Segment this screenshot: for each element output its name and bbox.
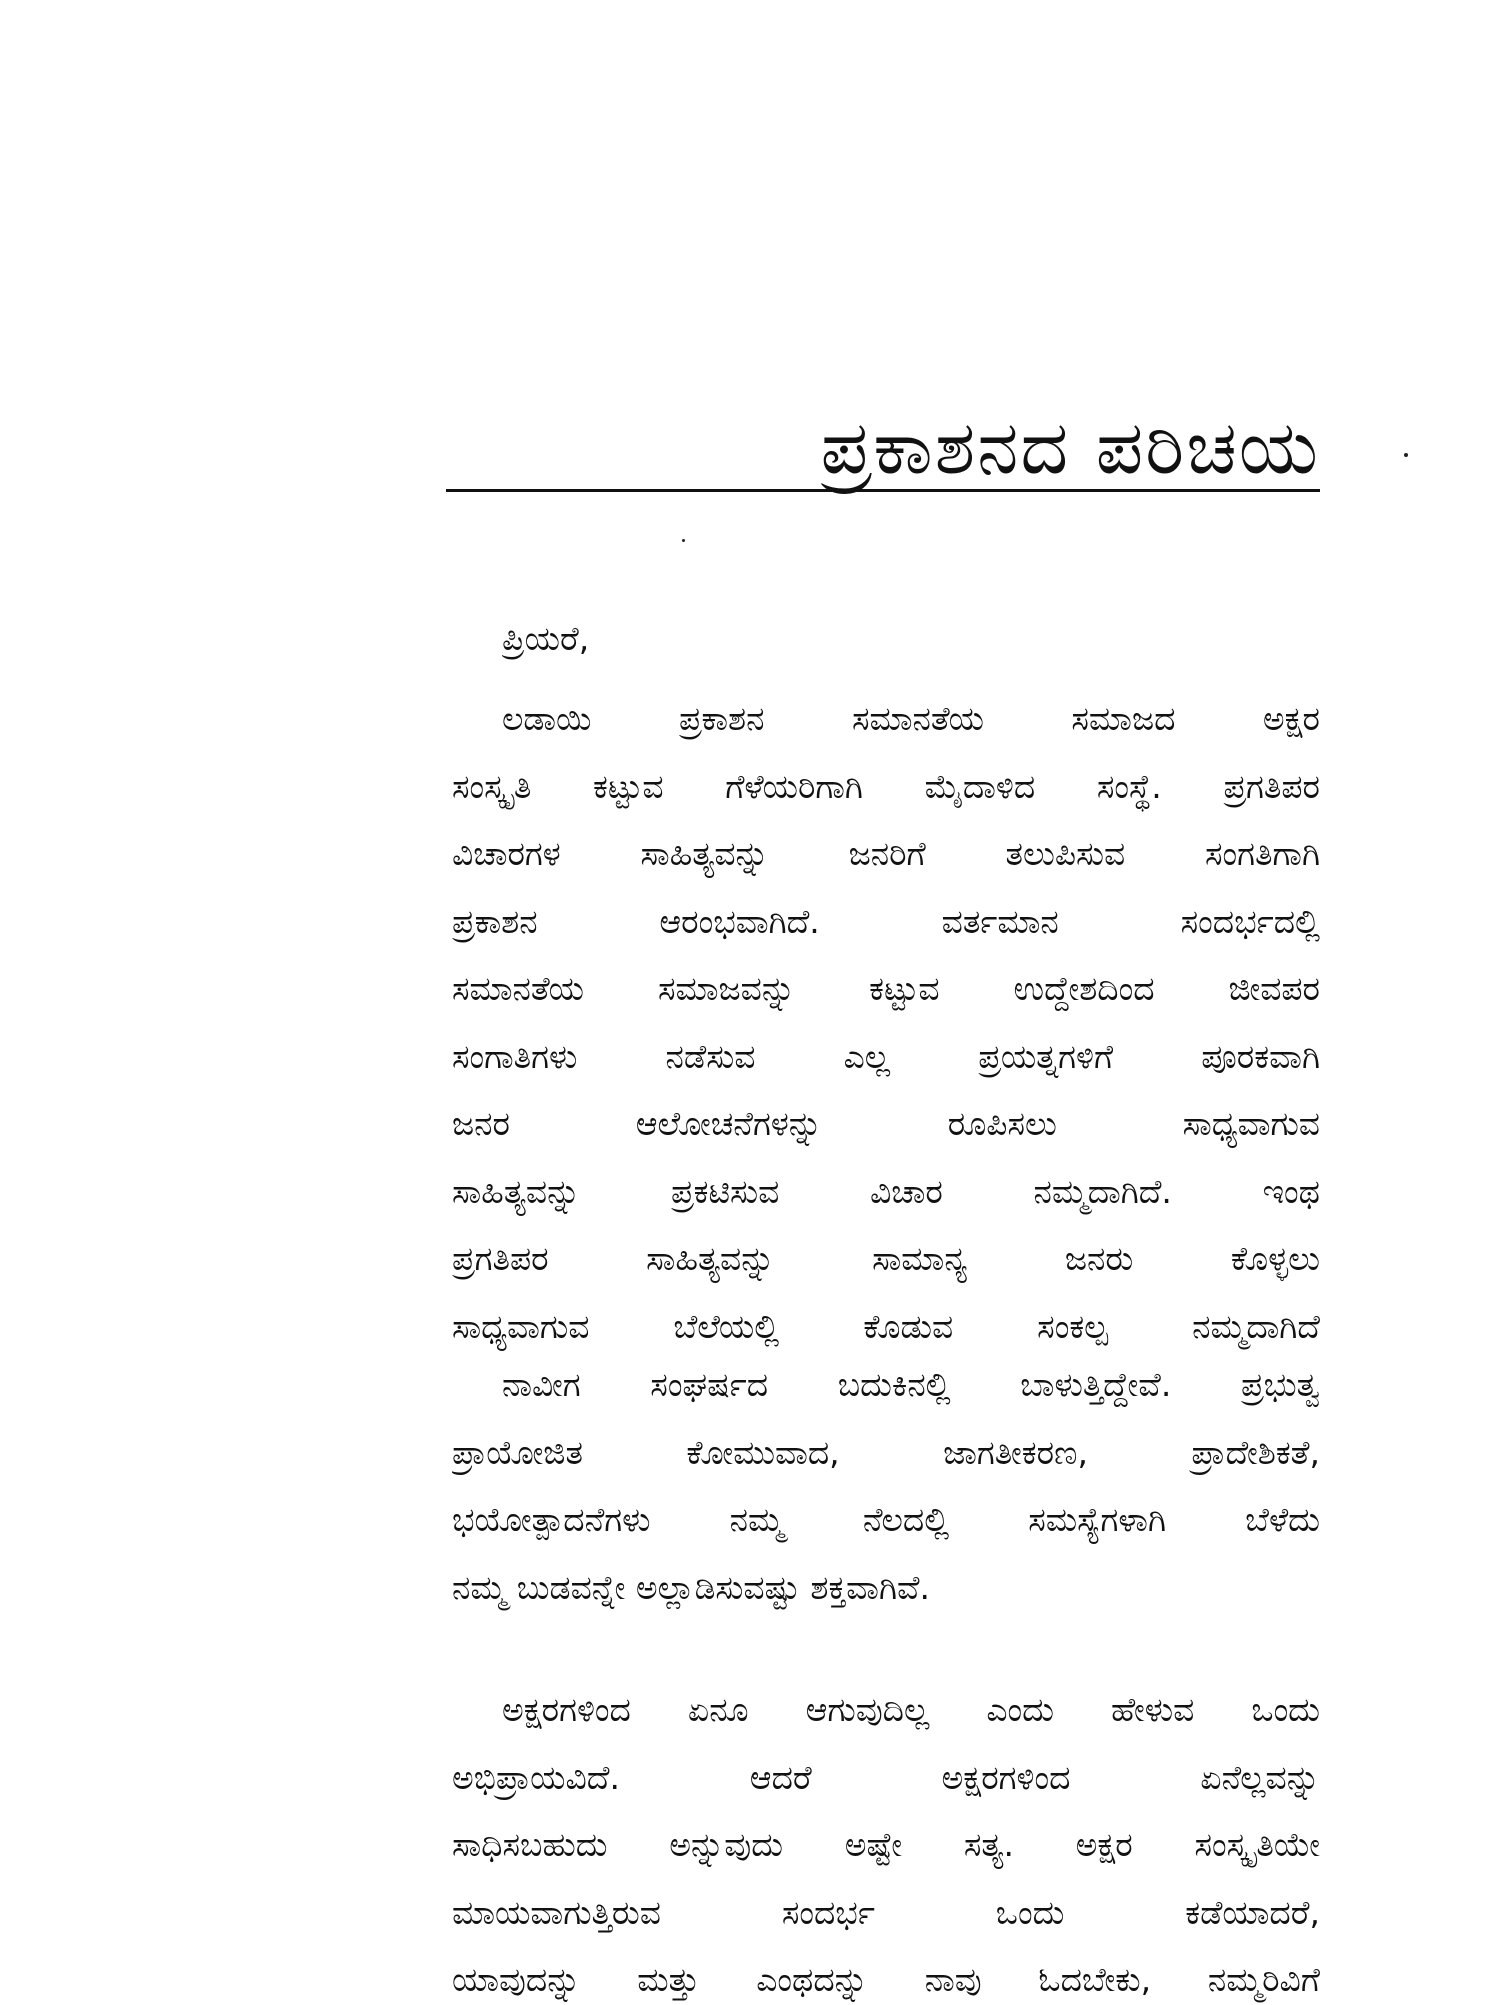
paragraph-1-line: ಸಂಸ್ಕೃತಿ ಕಟ್ಟುವ ಗೆಳೆಯರಿಗಾಗಿ ಮೈದಾಳಿದ ಸಂಸ್ಥೆ. ಪ್ರಗತಿಪರ: [452, 767, 1320, 806]
paragraph-1-line: ವಿಚಾರಗಳ ಸಾಹಿತ್ಯವನ್ನು ಜನರಿಗೆ ತಲುಪಿಸುವ ಸಂಗತಿಗಾಗಿ: [452, 834, 1320, 873]
paragraph-1-line: ಪ್ರಗತಿಪರ ಸಾಹಿತ್ಯವನ್ನು ಸಾಮಾನ್ಯ ಜನರು ಕೊಳ್ಳಲು: [452, 1239, 1320, 1278]
paragraph-3-line: ಯಾವುದನ್ನು ಮತ್ತು ಎಂಥದನ್ನು ನಾವು ಓದಬೇಕು, ನಮ್ಮರಿವಿಗೆ: [452, 1960, 1320, 1999]
paragraph-2-line: ಭಯೋತ್ಪಾದನೆಗಳು ನಮ್ಮ ನೆಲದಲ್ಲಿ ಸಮಸ್ಯೆಗಳಾಗಿ ಬೆಳೆದು: [452, 1500, 1320, 1539]
page-title: ಪ್ರಕಾಶನದ ಪರಿಚಯ: [820, 405, 1320, 491]
paragraph-1-line: ಲಡಾಯಿ ಪ್ರಕಾಶನ ಸಮಾನತೆಯ ಸಮಾಜದ ಅಕ್ಷರ: [502, 699, 1320, 738]
paragraph-1-line: ಸಾಧ್ಯವಾಗುವ ಬೆಲೆಯಲ್ಲಿ ಕೊಡುವ ಸಂಕಲ್ಪ ನಮ್ಮದಾಗಿದೆ: [452, 1307, 1320, 1346]
salutation: ಪ್ರಿಯರೆ,: [502, 619, 590, 658]
paragraph-3-line: ಅಕ್ಷರಗಳಿಂದ ಏನೂ ಆಗುವುದಿಲ್ಲ ಎಂದು ಹೇಳುವ ಒಂದು: [502, 1690, 1320, 1729]
title-underline: [446, 489, 1320, 492]
paragraph-1-line: ಸಂಗಾತಿಗಳು ನಡೆಸುವ ಎಲ್ಲ ಪ್ರಯತ್ನಗಳಿಗೆ ಪೂರಕವಾಗಿ: [452, 1037, 1320, 1076]
paragraph-2-line: ಪ್ರಾಯೋಜಿತ ಕೋಮುವಾದ, ಜಾಗತೀಕರಣ, ಪ್ರಾದೇಶಿಕತೆ,: [452, 1433, 1320, 1472]
paragraph-1-line: ಸಮಾನತೆಯ ಸಮಾಜವನ್ನು ಕಟ್ಟುವ ಉದ್ದೇಶದಿಂದ ಜೀವಪರ: [452, 969, 1320, 1008]
paragraph-2-line: ನಾವೀಗ ಸಂಘರ್ಷದ ಬದುಕಿನಲ್ಲಿ ಬಾಳುತ್ತಿದ್ದೇವೆ. ಪ್ರಭುತ್ವ: [502, 1365, 1320, 1404]
paragraph-2-line: ನಮ್ಮ ಬುಡವನ್ನೇ ಅಲ್ಲಾಡಿಸುವಷ್ಟು ಶಕ್ತವಾಗಿವೆ.: [452, 1568, 930, 1607]
paragraph-3-line: ಸಾಧಿಸಬಹುದು ಅನ್ನುವುದು ಅಷ್ಟೇ ಸತ್ಯ. ಅಕ್ಷರ ಸಂಸ್ಕೃತಿಯೇ: [452, 1825, 1320, 1864]
paragraph-1-line: ಜನರ ಆಲೋಚನೆಗಳನ್ನು ರೂಪಿಸಲು ಸಾಧ್ಯವಾಗುವ: [452, 1104, 1320, 1143]
speck-mark: [1404, 453, 1408, 457]
paragraph-1-line: ಪ್ರಕಾಶನ ಆರಂಭವಾಗಿದೆ. ವರ್ತಮಾನ ಸಂದರ್ಭದಲ್ಲಿ: [452, 902, 1320, 941]
paragraph-1-line: ಸಾಹಿತ್ಯವನ್ನು ಪ್ರಕಟಿಸುವ ವಿಚಾರ ನಮ್ಮದಾಗಿದೆ. ಇಂಥ: [452, 1172, 1320, 1211]
paragraph-3-line: ಮಾಯವಾಗುತ್ತಿರುವ ಸಂದರ್ಭ ಒಂದು ಕಡೆಯಾದರೆ,: [452, 1893, 1320, 1932]
paragraph-3-line: ಅಭಿಪ್ರಾಯವಿದೆ. ಆದರೆ ಅಕ್ಷರಗಳಿಂದ ಏನೆಲ್ಲವನ್ನು: [452, 1758, 1320, 1797]
speck-mark: [682, 539, 685, 542]
